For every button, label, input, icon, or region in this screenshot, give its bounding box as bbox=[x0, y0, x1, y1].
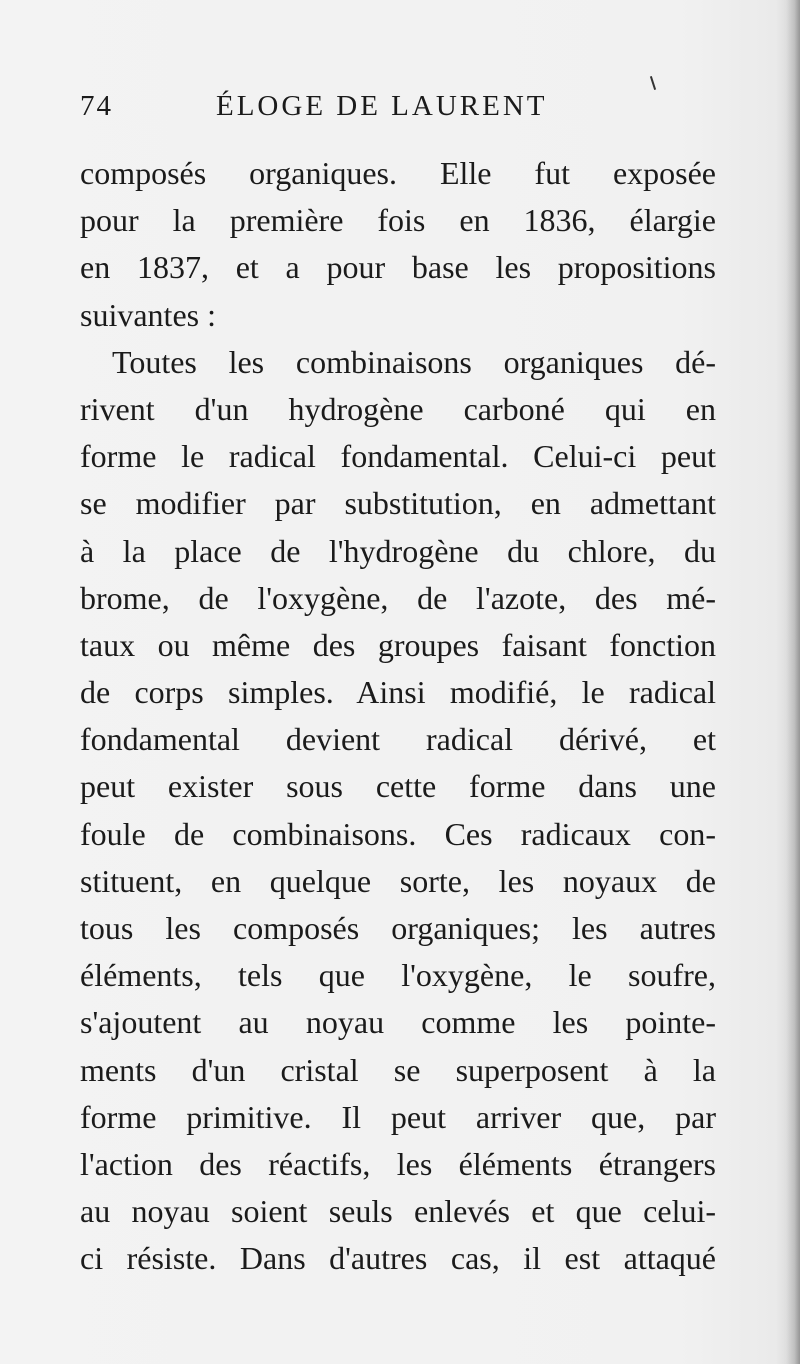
text-line: tous les composés organiques; les autres bbox=[80, 910, 716, 946]
text-line: à la place de l'hydrogène du chlore, du bbox=[80, 532, 716, 569]
text-line: taux ou même des groupes faisant fonction bbox=[80, 626, 716, 663]
text-line: l'action des réactifs, les éléments étrangers bbox=[80, 1145, 716, 1182]
text-line: s'ajoutent au noyau comme les pointe- bbox=[80, 1004, 716, 1041]
page-number: 74 bbox=[80, 90, 113, 122]
paragraph-first-line: Toutes les combinaisons organiques dé- bbox=[112, 343, 716, 380]
text-line: pour la première fois en 1836, élargie bbox=[80, 202, 716, 239]
text-line: éléments, tels que l'oxygène, le soufre, bbox=[80, 957, 716, 994]
text-line: foule de combinaisons. Ces radicaux con- bbox=[80, 815, 716, 852]
text-line: au noyau soient seuls enlevés et que celui- bbox=[80, 1193, 716, 1230]
running-header bbox=[80, 90, 720, 130]
text-line: stituent, en quelque sorte, les noyaux de bbox=[80, 862, 716, 899]
text-line: brome, de l'oxygène, de l'azote, des mé- bbox=[80, 579, 716, 616]
text-line: suivantes : bbox=[80, 296, 216, 333]
text-line: fondamental devient radical dérivé, et bbox=[80, 721, 716, 758]
text-line: rivent d'un hydrogène carboné qui en bbox=[80, 390, 716, 427]
text-line: forme le radical fondamental. Celui-ci peut bbox=[80, 438, 716, 475]
text-line: forme primitive. Il peut arriver que, par bbox=[80, 1098, 716, 1135]
body-text bbox=[80, 150, 716, 1283]
text-line: ci résiste. Dans d'autres cas, il est attaqué bbox=[80, 1240, 716, 1277]
text-line: composés organiques. Elle fut exposée bbox=[80, 155, 716, 191]
page-edge-shadow bbox=[786, 0, 800, 1364]
text-line: en 1837, et a pour base les propositions bbox=[80, 249, 716, 286]
margin-mark bbox=[650, 76, 656, 90]
text-line: de corps simples. Ainsi modifié, le radical bbox=[80, 674, 716, 711]
text-line: se modifier par substitution, en admettant bbox=[80, 485, 716, 522]
text-line: ments d'un cristal se superposent à la bbox=[80, 1051, 716, 1088]
text-line: peut exister sous cette forme dans une bbox=[80, 768, 716, 805]
running-title: ÉLOGE DE LAURENT bbox=[216, 90, 548, 122]
